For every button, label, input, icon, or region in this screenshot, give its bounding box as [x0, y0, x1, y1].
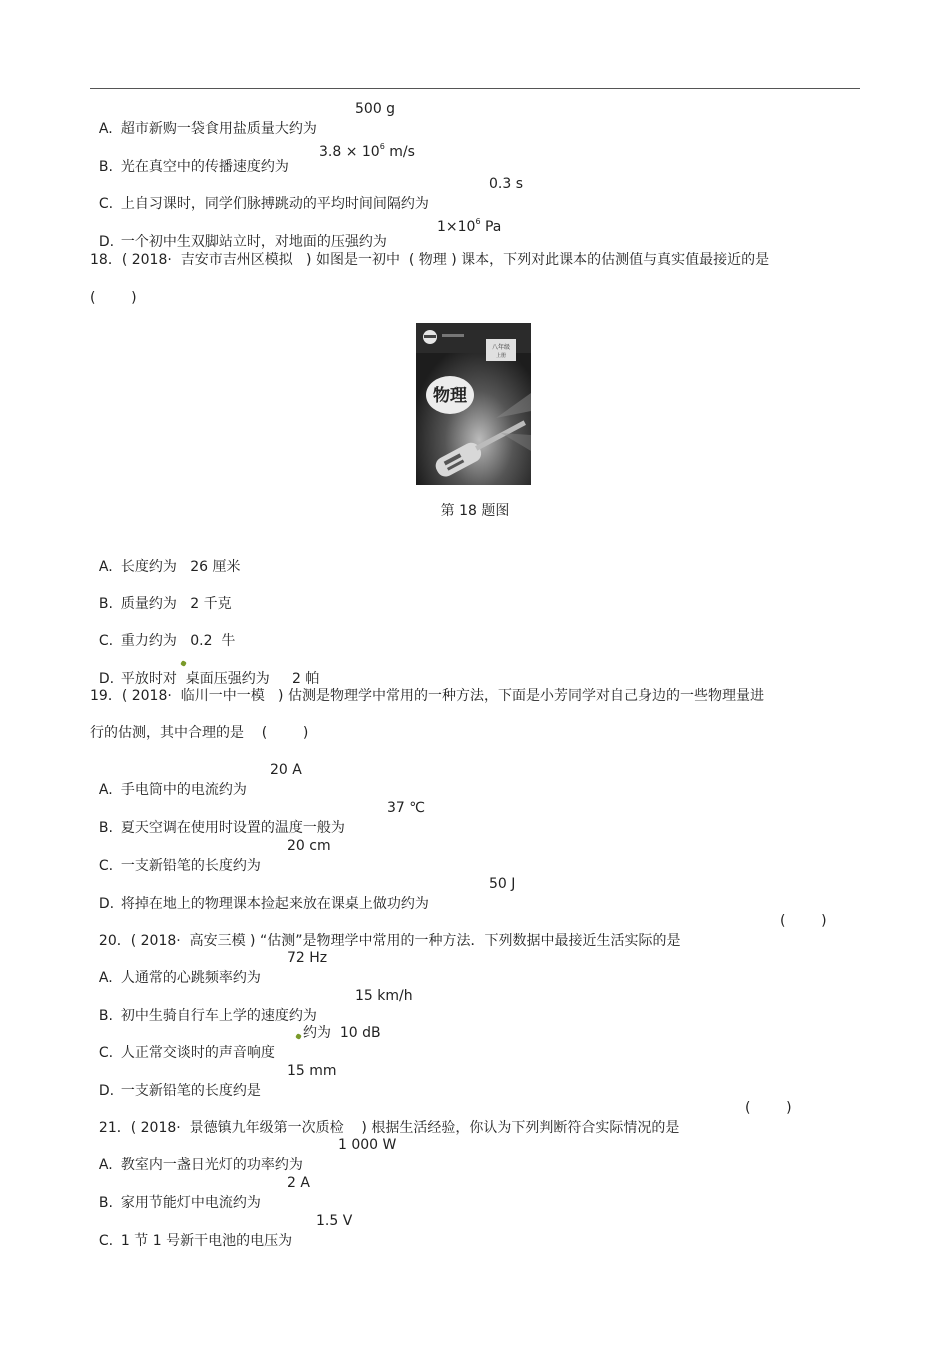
option-value — [437, 212, 501, 237]
q21-option-c — [90, 1211, 353, 1271]
option-label: C. — [98, 858, 114, 874]
option-label: A. — [98, 559, 113, 575]
q18-option-c — [90, 611, 235, 651]
option-text: 长度约为 26 厘米 — [120, 559, 241, 575]
q18-answer-paren: ( ) — [90, 290, 137, 306]
option-value: 2 A — [287, 1175, 310, 1191]
option-label: D. — [98, 234, 115, 250]
option-text: 重力约为 0.2 牛 — [120, 633, 236, 649]
value-exponent: 6 — [475, 217, 481, 226]
stem-text: 20．( 2018· 高安三模 ) “估测”是物理学中常用的一种方法．下列数据中最接近生活实际的是 — [98, 933, 681, 949]
option-label: B. — [98, 159, 113, 175]
header-rule — [90, 88, 860, 89]
option-text: 夏天空调在使用时设置的温度一般为 — [120, 820, 345, 836]
option-label: C. — [98, 196, 114, 212]
option-text: 光在真空中的传播速度约为 — [120, 159, 289, 175]
answer-paren: ( ) — [780, 913, 827, 929]
value-unit: Pa — [480, 219, 502, 235]
stem-text: 21．( 2018· 景德镇九年级第一次质检 ) 根据生活经验，你认为下列判断符合实际情况的是 — [98, 1120, 680, 1136]
option-text: 手电筒中的电流约为 — [120, 782, 247, 798]
figure-caption: 第 18 题图 — [440, 503, 510, 519]
option-value: 20 cm — [287, 838, 331, 854]
option-text: 超市新购一袋食用盐质量大约为 — [120, 121, 317, 137]
q19-stem: 19．( 2018· 临川一中一模 ) 估测是物理学中常用的一种方法，下面是小芳同学对自己身边的一些物理量进 — [90, 688, 764, 704]
book-title: 物理 — [433, 386, 467, 406]
q19-stem-continued: 行的估测，其中合理的是 ( ) — [90, 725, 309, 741]
option-text: 一支新铅笔的长度约为 — [120, 858, 261, 874]
option-value: 1 000 W — [338, 1137, 397, 1153]
value-base: 3.8 × 10 — [319, 144, 380, 160]
option-text: 一个初中生双脚站立时，对地面的压强约为 — [120, 234, 387, 250]
option-label: D. — [98, 896, 115, 912]
option-value: 0.3 s — [489, 176, 524, 192]
option-text: 教室内一盏日光灯的功率约为 — [120, 1157, 303, 1173]
option-label: C. — [98, 633, 114, 649]
option-value: 72 Hz — [287, 950, 328, 966]
q18-stem: 18．( 2018· 吉安市吉州区模拟 ) 如图是一初中 ( 物理 ) 课本，下列对此课本的估测值与真实值最接近的是 — [90, 252, 770, 268]
option-text: 初中生骑自行车上学的速度约为 — [120, 1008, 317, 1024]
option-label: C. — [98, 1233, 114, 1249]
option-text: 将掉在地上的物理课本捡起来放在课桌上做功约为 — [120, 896, 429, 912]
value-exponent: 6 — [379, 142, 385, 151]
option-label: C. — [98, 1045, 114, 1061]
option-value: 约为 10 dB — [303, 1025, 381, 1041]
q18-option-d — [90, 649, 319, 689]
option-label: B. — [98, 820, 113, 836]
value-unit: m/s — [384, 144, 415, 160]
option-text: 1 节 1 号新干电池的电压为 — [120, 1233, 293, 1249]
option-value: 50 J — [489, 876, 516, 892]
option-value: 20 A — [270, 762, 302, 778]
book-volume-label: 上册 — [495, 353, 507, 359]
option-value: 15 mm — [287, 1063, 337, 1079]
q18-option-a — [90, 537, 241, 577]
option-label: A. — [98, 782, 113, 798]
q18-option-b — [90, 574, 232, 614]
option-label: B. — [98, 1008, 113, 1024]
option-label: B. — [98, 596, 113, 612]
option-label: A. — [98, 970, 113, 986]
option-value: 500 g — [355, 101, 396, 117]
option-label: D. — [98, 1083, 115, 1099]
option-value — [319, 137, 415, 162]
book-grade-label: 八年级 — [491, 344, 511, 351]
option-value: 37 ℃ — [387, 800, 425, 816]
option-text: 上自习课时，同学们脉搏跳动的平均时间间隔约为 — [120, 196, 429, 212]
option-label: B. — [98, 1195, 113, 1211]
option-text: 质量约为 2 千克 — [120, 596, 232, 612]
option-label: A. — [98, 121, 113, 137]
value-base: 1×10 — [437, 219, 476, 235]
option-text: 平放时对 桌面压强约为 2 帕 — [120, 671, 320, 687]
option-text: 人通常的心跳频率约为 — [120, 970, 261, 986]
option-value: 1.5 V — [316, 1213, 353, 1229]
option-text: 家用节能灯中电流约为 — [120, 1195, 261, 1211]
option-text: 一支新铅笔的长度约是 — [120, 1083, 261, 1099]
physics-textbook-cover-image — [416, 323, 531, 485]
answer-paren: ( ) — [745, 1100, 792, 1116]
option-label: A. — [98, 1157, 113, 1173]
option-label: D. — [98, 671, 115, 687]
option-value: 15 km/h — [355, 988, 413, 1004]
option-text: 人正常交谈时的声音响度 — [120, 1045, 275, 1061]
